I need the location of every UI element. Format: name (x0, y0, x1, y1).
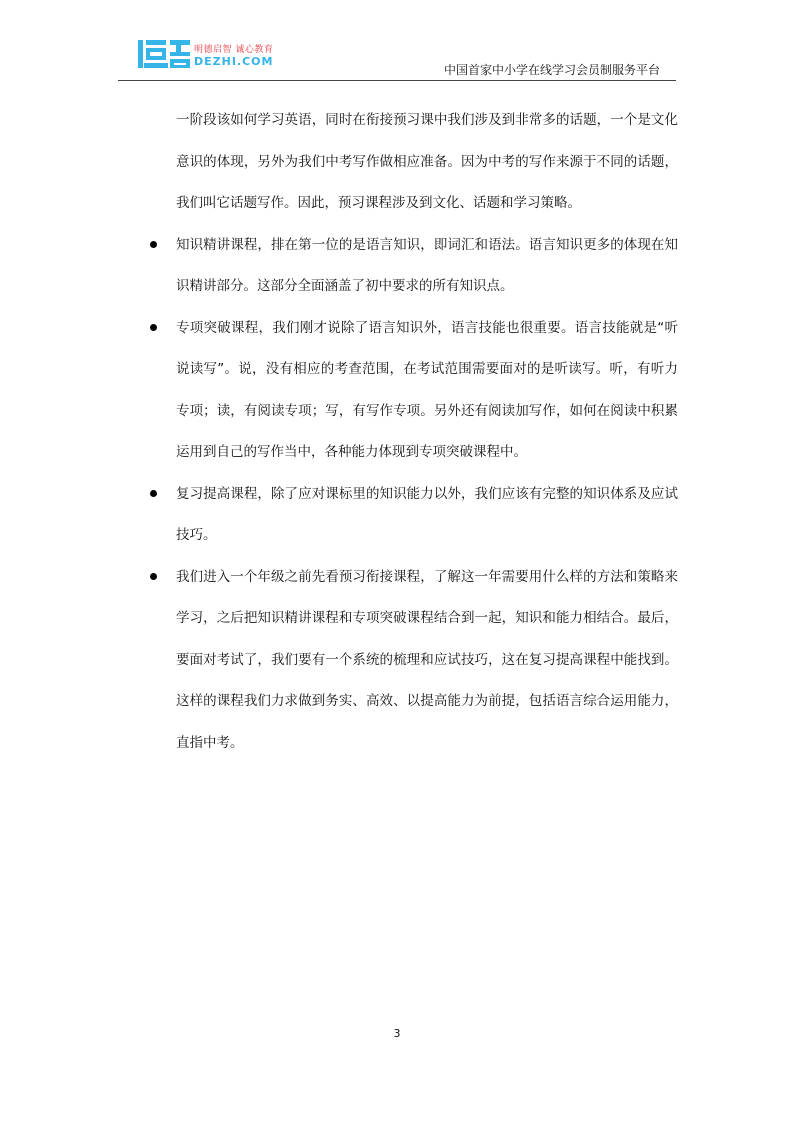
paragraph (148, 100, 678, 225)
document-body (148, 100, 678, 764)
dezhi-logo-mark (138, 38, 192, 70)
dezhi-logo (138, 38, 288, 72)
paragraph-text: 一阶段该如何学习英语，同时在衔接预习课中我们涉及到非常多的话题，一个是文化意识的体现，另外为我们中考写作做相应准备。因为中考的写作来源于不同的话题，我们叫它话题写作。因此，预习课程涉及到文化、话题和学习策略。 (176, 112, 678, 211)
page-header (118, 34, 676, 81)
bullet-item (148, 557, 678, 765)
bullet-text: 专项突破课程，我们刚才说除了语言知识外，语言技能也很重要。语言技能就是“听说读写”。说，没有相应的考查范围，在考试范围需要面对的是听读写。听，有听力专项；读，有阅读专项；写，有写作专项。另外还有阅读加写作，如何在阅读中积累运用到自己的写作当中，各种能力体现到专项突破课程中。 (176, 319, 678, 460)
bullet-dot-icon (150, 573, 157, 580)
bullet-dot-icon (150, 490, 157, 497)
logo-slogan: 明德启智 诚心教育 (194, 45, 274, 55)
header-tagline: 中国首家中小学在线学习会员制服务平台 (443, 63, 660, 77)
bullet-item (148, 225, 678, 308)
bullet-item (148, 474, 678, 557)
bullet-dot-icon (150, 241, 157, 248)
bullet-text: 我们进入一个年级之前先看预习衔接课程，了解这一年需要用什么样的方法和策略来学习，之后把知识精讲课程和专项突破课程结合到一起，知识和能力相结合。最后，要面对考试了，我们要有一个系统的梳理和应试技巧，这在复习提高课程中能找到。这样的课程我们力求做到务实、高效、以提高能力为前提，包括语言综合运用能力，直指中考。 (176, 568, 678, 751)
bullet-item (148, 308, 678, 474)
bullet-dot-icon (150, 324, 157, 331)
logo-domain: DEZHI.COM (194, 55, 274, 68)
page-number: 3 (393, 1027, 401, 1040)
bullet-text: 复习提高课程，除了应对课标里的知识能力以外，我们应该有完整的知识体系及应试技巧。 (176, 485, 678, 543)
bullet-text: 知识精讲课程，排在第一位的是语言知识，即词汇和语法。语言知识更多的体现在知识精讲部分。这部分全面涵盖了初中要求的所有知识点。 (176, 236, 678, 294)
